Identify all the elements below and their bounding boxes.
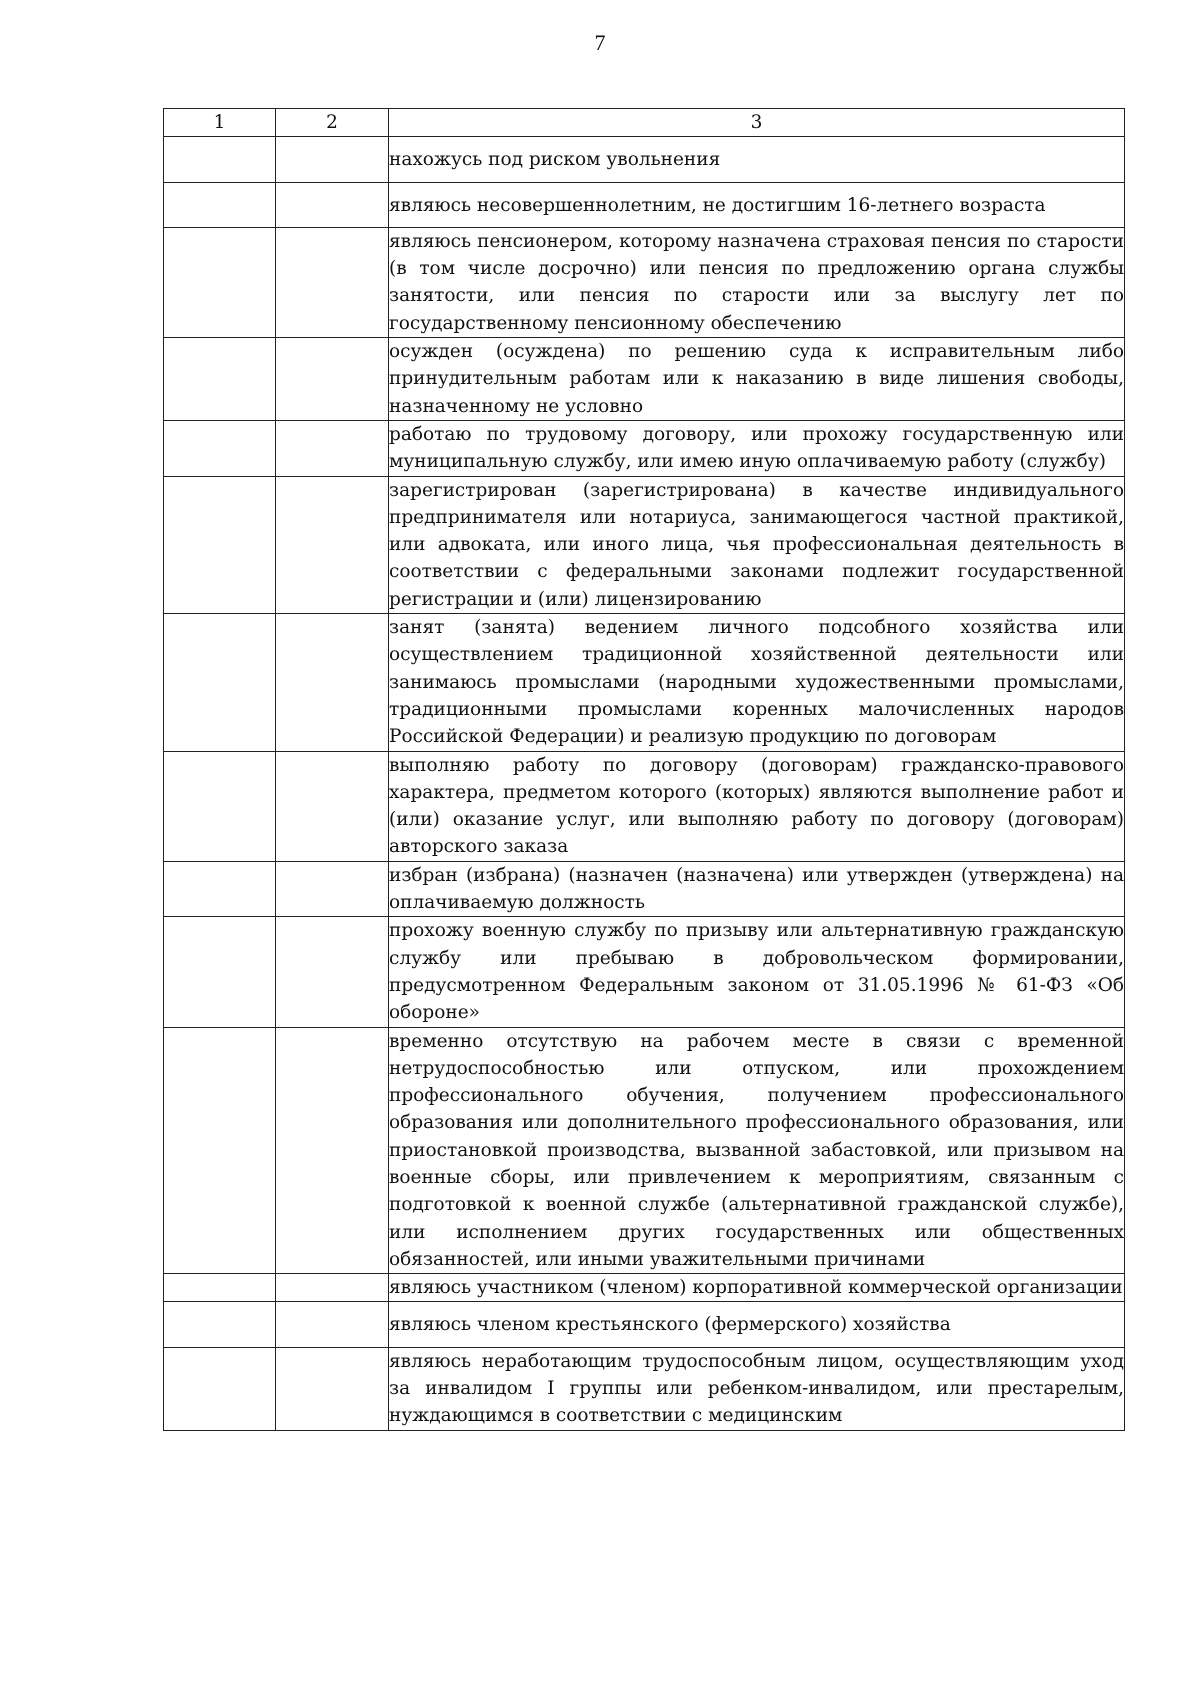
row-text: избран (избрана) (назначен (назначена) или утвержден (утверждена) на оплачиваемую должность [389, 864, 1124, 914]
table-cell-col1 [164, 476, 276, 613]
table-cell-col2 [276, 227, 389, 337]
table-header-row [164, 109, 1125, 137]
table-row [164, 227, 1125, 337]
table-row [164, 137, 1125, 182]
table-cell-col2 [276, 917, 389, 1027]
table-cell-col3 [389, 338, 1125, 421]
table-row [164, 1347, 1125, 1430]
table-cell-col1 [164, 420, 276, 476]
table-row [164, 1302, 1125, 1347]
table-cell-col2 [276, 861, 389, 917]
column-header-1: 1 [164, 109, 276, 137]
table-cell-col2 [276, 476, 389, 613]
table-cell-col3 [389, 1302, 1125, 1347]
table-row [164, 1027, 1125, 1274]
row-text: являюсь неработающим трудоспособным лицом, осуществляющим уход за инвалидом I группы или ребенком-инвалидом, или престарелым, нуждающимся в соответствии с медицинским [389, 1350, 1124, 1427]
table-cell-col3 [389, 227, 1125, 337]
table-row [164, 917, 1125, 1027]
table-cell-col1 [164, 227, 276, 337]
table-cell-col3 [389, 1027, 1125, 1274]
table-cell-col2 [276, 1347, 389, 1430]
table-cell-col1 [164, 1347, 276, 1430]
table-row [164, 182, 1125, 227]
page-number: 7 [594, 30, 606, 55]
table-cell-col1 [164, 182, 276, 227]
table-row [164, 1274, 1125, 1302]
table-cell-col3 [389, 1274, 1125, 1302]
table-cell-col2 [276, 751, 389, 861]
table-cell-col1 [164, 614, 276, 751]
table-cell-col1 [164, 137, 276, 182]
table-row [164, 476, 1125, 613]
table-cell-col1 [164, 1302, 276, 1347]
table-cell-col3 [389, 917, 1125, 1027]
table-row [164, 861, 1125, 917]
table-cell-col3 [389, 614, 1125, 751]
status-table [163, 108, 1125, 1431]
table-cell-col3 [389, 137, 1125, 182]
table-cell-col1 [164, 861, 276, 917]
table-cell-col3 [389, 1347, 1125, 1430]
row-text: нахожусь под риском увольнения [389, 149, 721, 171]
table-cell-col2 [276, 614, 389, 751]
table-cell-col3 [389, 476, 1125, 613]
table-row [164, 614, 1125, 751]
row-text: прохожу военную службу по призыву или альтернативную гражданскую службу или пребываю в добровольческом формировании, предусмотренном Федеральным законом от 31.05.1996 № 61-ФЗ «Об обороне» [389, 920, 1124, 1024]
table-row [164, 420, 1125, 476]
column-header-2: 2 [276, 109, 389, 137]
row-text: являюсь несовершеннолетним, не достигшим 16-летнего возраста [389, 194, 1046, 216]
table-cell-col1 [164, 1274, 276, 1302]
row-text: зарегистрирован (зарегистрирована) в качестве индивидуального предпринимателя или нотариуса, занимающегося частной практикой, или адвоката, или иного лица, чья профессиональная деятельность в соответствии с федеральными законами подлежит государственной регистрации и (или) лицензированию [389, 479, 1124, 610]
table-cell-col3 [389, 182, 1125, 227]
table-cell-col2 [276, 137, 389, 182]
table-cell-col2 [276, 182, 389, 227]
row-text: являюсь пенсионером, которому назначена страховая пенсия по старости (в том числе досрочно) или пенсия по предложению органа службы занятости, или пенсия по старости или за выслугу лет по государственному пенсионному обеспечению [389, 230, 1124, 334]
table-cell-col1 [164, 917, 276, 1027]
table-cell-col2 [276, 1302, 389, 1347]
row-text: временно отсутствую на рабочем месте в связи с временной нетрудоспособностью или отпуском, или прохождением профессионального обучения, получением профессионального образования или дополнительного профессионального образования, или приостановкой производства, вызванной забастовкой, или призывом на военные сборы, или привлечением к мероприятиям, связанным с подготовкой к военной службе (альтернативной гражданской службе), или исполнением других государственных или общественных обязанностей, или иными уважительными причинами [389, 1030, 1124, 1270]
row-text: осужден (осуждена) по решению суда к исправительным либо принудительным работам или к наказанию в виде лишения свободы, назначенному не условно [389, 341, 1124, 417]
table-cell-col3 [389, 751, 1125, 861]
table-cell-col2 [276, 338, 389, 421]
table-cell-col1 [164, 1027, 276, 1274]
row-text: являюсь членом крестьянского (фермерского) хозяйства [389, 1314, 951, 1336]
table-cell-col2 [276, 1027, 389, 1274]
row-text: являюсь участником (членом) корпоративной коммерческой организации [389, 1277, 1123, 1299]
column-header-3: 3 [389, 109, 1125, 137]
table-cell-col2 [276, 1274, 389, 1302]
row-text: работаю по трудовому договору, или прохожу государственную или муниципальную службу, или имею иную оплачиваемую работу (службу) [389, 423, 1124, 473]
row-text: занят (занята) ведением личного подсобного хозяйства или осуществлением традиционной хозяйственной деятельности или занимаюсь промыслами (народными художественными промыслами, традиционными промыслами коренных малочисленных народов Российской Федерации) и реализую продукцию по договорам [389, 617, 1124, 748]
table-cell-col3 [389, 861, 1125, 917]
table-cell-col2 [276, 420, 389, 476]
table-row [164, 338, 1125, 421]
row-text: выполняю работу по договору (договорам) гражданско-правового характера, предметом которого (которых) являются выполнение работ и (или) оказание услуг, или выполняю работу по договору (договорам) авторского заказа [389, 754, 1124, 858]
table-row [164, 751, 1125, 861]
table-cell-col1 [164, 751, 276, 861]
table-cell-col1 [164, 338, 276, 421]
table-cell-col3 [389, 420, 1125, 476]
